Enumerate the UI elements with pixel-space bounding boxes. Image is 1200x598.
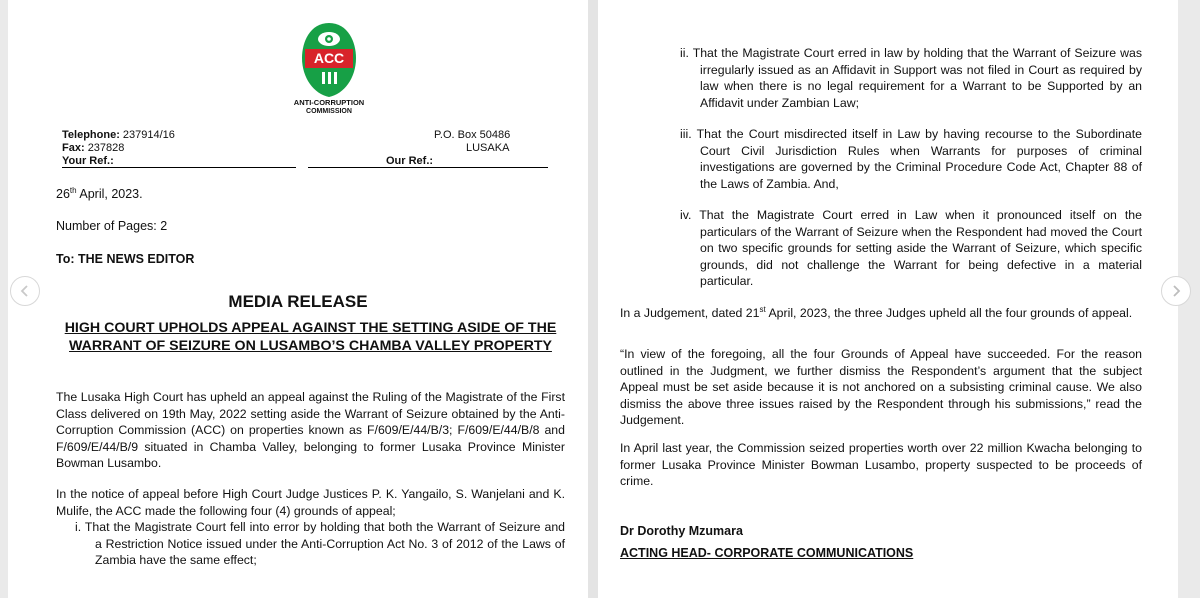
ground-item [640,45,1142,111]
page-2 [598,0,1178,598]
page-gap [588,0,598,598]
intro-paragraph: The Lusaka High Court has upheld an appeal against the Ruling of the Magistrate of the First Class delivered on 19th May, 2022 setting aside the Warrant of Seizure obtained by the Anti-Corruption Commission (ACC) on properties known as F/609/E/44/B/3; F/609/E/44/B/8 and F/609/E/44/B/9 situated in Chamba Valley, belonging to former Lusaka Province Minister Bowman Lusambo. [56,390,565,470]
closing-paragraph: In April last year, the Commission seized properties worth over 22 million Kwacha belonging to former Lusaka Province Minister Bowman Lusambo, property suspected to be proceeds of crime. [620,441,1142,488]
ground-text: That the Court misdirected itself in Law by having recourse to the Subordinate Court Civil Jurisdiction Rules when Warrants for purposes of criminal investigations are governed by the Criminal Procedure Code Act, Chapter 88 of the Laws of Zambia. And, [696,127,1142,191]
chevron-left-icon [19,285,31,297]
ground-item [640,207,1142,290]
page-count: Number of Pages: 2 [56,219,168,233]
headline: HIGH COURT UPHOLDS APPEAL AGAINST THE SETTING ASIDE OF THE WARRANT OF SEIZURE ON LUSAMBO’S CHAMBA VALLEY PROPERTY [64,320,557,354]
logo-acronym: ACC [313,50,345,66]
ground-text: That the Magistrate Court erred in Law when it pronounced itself on the particulars of the Warrant of Seizure when the Respondent had moved the Court on two specific grounds for setting aside the Warrant of Seizure, which specific grounds, did not challenge the Warrant for being defective in a material particular. [699,208,1142,288]
signatory-title: ACTING HEAD- CORPORATE COMMUNICATIONS [620,546,914,560]
your-ref-rule [62,167,296,168]
ground-text: That the Magistrate Court erred in law by holding that the Warrant of Seizure was irregularly issued as an Affidavit in Support was not filed in Court as required by law when there is no legal requirement for a Warrant to be Supported by an Affidavit under Zambian Law; [692,46,1142,110]
telephone-value: 237914/16 [122,129,175,141]
signatory-name: Dr Dorothy Mzumara [620,524,743,538]
po-box: P.O. Box 50486 [434,129,511,141]
page-1 [8,0,588,598]
our-ref: Our Ref.: [386,155,434,167]
ground-number: iii. [680,127,692,141]
ground-number: i. [75,520,82,534]
our-ref-rule [308,167,548,168]
logo-line-1: ANTI-CORRUPTION [293,98,365,107]
city: LUSAKA [466,142,510,154]
ground-text: That the Magistrate Court fell into error by holding that both the Warrant of Seizure and a Restriction Notice issued under the Anti-Corruption Act No. 3 of 2012 of the Laws of Zambia have the same effect; [84,520,565,567]
ground-number: iv. [680,208,692,222]
ground-item [640,126,1142,192]
judgement-paragraph: In a Judgement, dated 21st April, 2023, the three Judges upheld all the four grounds of appeal. [620,305,1133,321]
previous-page-button[interactable] [10,276,40,306]
fax-line [62,141,124,155]
ground-item [75,519,565,569]
acc-logo [274,20,384,116]
recipient: To: THE NEWS EDITOR [56,252,195,266]
logo-line-2: COMMISSION [306,108,352,115]
fax-label: Fax: [62,142,85,154]
chevron-right-icon [1170,285,1182,297]
ground-number: ii. [680,46,689,60]
fax-value: 237828 [87,142,125,154]
telephone-line [62,128,175,142]
quote-paragraph: “In view of the foregoing, all the four Grounds of Appeal have succeeded. For the reason outlined in the Judgment, we further dismiss the Respondent’s argument that the subject Appeal must be set aside because it is not anchored on a subsisting criminal cause. We also dismiss the above three issues raised by the Respondent through his submissions,” read the Judgement. [620,347,1142,427]
release-date: 26th April, 2023. [56,186,143,202]
appeal-paragraph: In the notice of appeal before High Court Judge Justices P. K. Yangailo, S. Wanjelani and K. Mulife, the ACC made the following four (4) grounds of appeal; [56,487,565,518]
telephone-label: Telephone: [62,129,120,141]
your-ref: Your Ref.: [62,155,114,167]
next-page-button[interactable] [1161,276,1191,306]
page-title: MEDIA RELEASE [228,292,368,311]
